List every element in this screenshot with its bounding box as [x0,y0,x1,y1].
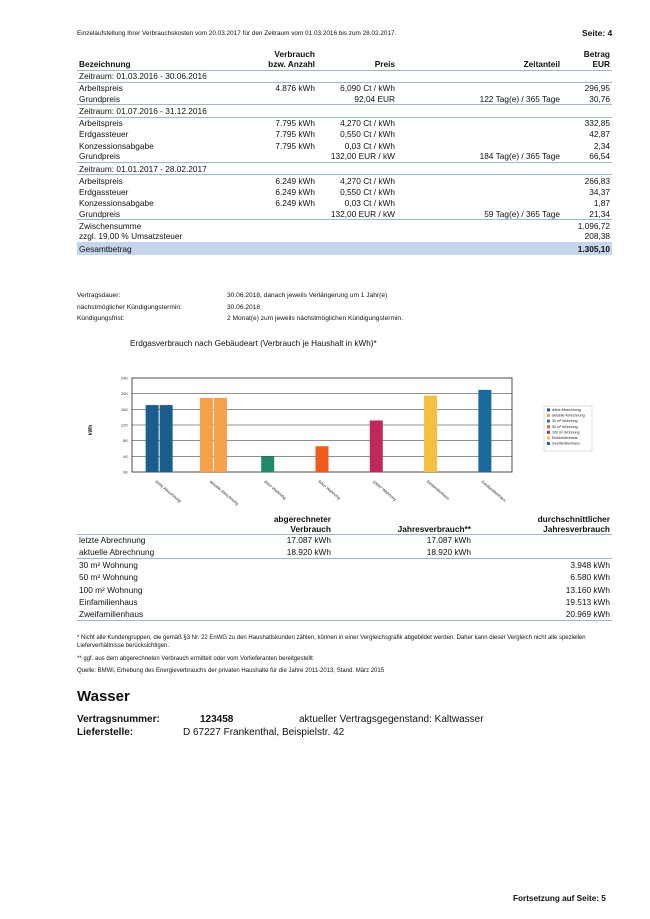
consumption-header [77,506,612,534]
cost-qty: 4.876 kWh [275,83,315,94]
cost-name: Arbeitspreis [79,83,123,94]
consumption-row [77,534,612,546]
cost-qty [247,94,317,105]
cost-row [77,197,612,208]
legend-swatch [547,442,550,445]
cost-price: 6,090 Ct / kWh [340,83,395,94]
y-tick-label: 0K [123,469,128,475]
cost-price: 132,00 EUR / kW [330,208,395,219]
zwischensumme-value: 1.096,72 [562,220,612,231]
consumption-jahres: 18.920 kWh [333,546,473,558]
average-value: 20.969 kWh [473,608,612,620]
cost-row [77,175,612,186]
cost-price: 92,04 EUR [354,94,395,105]
period-row [77,162,612,175]
contract-label: nächstmöglicher Kündigungstermin: [77,303,182,311]
cost-amount: 1,87 [593,197,610,208]
average-row [77,584,612,596]
legend-swatch [547,414,550,417]
cost-name: Arbeitspreis [79,118,123,129]
contract-label: Kündigungsfrist: [77,315,125,322]
contract-value: 2 Monat(e) zum jeweils nächstmöglichen Kündigungstermin. [227,315,403,322]
gesamt-row [77,242,612,255]
consumption-abgerechnet: 17.087 kWh [286,535,331,546]
x-tick-label: letzte Abrechnung [154,478,183,504]
cost-qty [247,151,317,162]
legend-swatch [547,431,550,434]
empty-cell [333,608,473,620]
average-label: Zweifamilienhaus [77,608,227,620]
cost-qty [247,208,317,219]
empty-cell [333,571,473,583]
y-tick-label: 16K [120,406,128,412]
gas-consumption-chart [80,358,620,508]
period-row [77,70,612,83]
cost-time [397,118,562,129]
legend-entry: Einfamilienhaus [552,436,578,440]
bar [146,405,159,472]
cost-time: 59 Tag(e) / 365 Tage [484,208,560,219]
x-tick-label: 50m² Wohnung [317,478,342,501]
bar [214,398,227,472]
cost-table [77,42,612,255]
cost-qty: 7.795 kWh [275,129,315,140]
cost-amount: 34,37 [589,186,610,197]
period-row [77,105,612,118]
cost-row [77,140,612,151]
y-tick-label: 20K [120,391,128,397]
empty-cell [333,596,473,608]
cost-time [397,129,562,140]
consumption-label: aktuelle Abrechnung [77,546,227,558]
section-title-wasser: Wasser [77,688,130,705]
cost-amount: 42,87 [589,129,610,140]
consumption-jahres: 17.087 kWh [426,535,471,546]
vertragsnummer-label: Vertragsnummer: [77,714,160,725]
y-tick-label: 8K [123,438,128,444]
legend-entry: Zweifamilienhaus [552,441,580,446]
legend-entry: 100 m² Wohnung [552,430,580,435]
cost-row [77,129,612,140]
continuation-note: Fortsetzung auf Seite: 5 [513,894,606,903]
x-tick-label: aktuelle Abrechnung [208,478,240,507]
col-durchschnitt: durchschnittlicher Jahresverbrauch [473,506,612,534]
bar [424,396,437,472]
empty-cell [227,584,333,596]
col-verbrauch: Verbrauch bzw. Anzahl [247,42,317,70]
lieferstelle-label: Lieferstelle: [77,727,134,738]
cost-qty: 7.795 kWh [275,118,315,129]
cost-time [397,186,562,197]
cost-time [397,83,562,94]
ust-label: zzgl. 19,00 % Umsatzsteuer [79,231,183,242]
footnote-1: * Nicht alle Kundengruppen, die gemäß §3 Nr. 22 EnWG zu den Haushaltskunden zählen, können in einer Vergleichsgrafik abgebildet werden. Daher kann dieser Vergleich nicht alle speziellen Lieferverhältnisse berücksichtigen. [77,635,586,650]
cost-name: Grundpreis [79,151,121,162]
cost-name: Grundpreis [79,94,121,105]
cost-row [77,186,612,197]
average-value: 6.580 kWh [570,572,610,583]
cost-amount: 296,95 [584,83,610,94]
cost-amount: 2,34 [593,140,610,151]
cost-row [77,208,612,219]
source-note: Quelle: BMWi, Erhebung des Energieverbrauchs der privaten Haushalte für die Jahre 2011-2013, Stand: März 2015 [77,668,385,674]
ust-row [77,231,612,242]
consumption-row [77,546,612,558]
empty-cell [227,559,333,571]
cost-amount: 30,76 [589,94,610,105]
cost-name: Konzessionsabgabe [79,197,154,208]
cost-name: Konzessionsabgabe [79,140,154,151]
average-value: 19.513 kWh [565,597,610,608]
cost-name: Grundpreis [79,208,121,219]
bar [160,405,173,472]
average-row [77,571,612,583]
average-row [77,559,612,571]
x-tick-label: 30m² Wohnung [263,478,288,501]
bar [200,398,213,472]
contract-label: Vertragsdauer: [77,292,121,299]
col-jahresverbrauch: Jahresverbrauch** [333,506,473,534]
average-label: Einfamilienhaus [79,597,138,608]
cost-table-header [77,42,612,70]
cost-qty: 7.795 kWh [275,140,315,151]
cost-qty: 6.249 kWh [275,197,315,208]
cost-amount: 21,34 [589,208,610,219]
contract-value: 30.06.2018 [227,303,261,311]
legend-entry: 50 m² Wohnung [552,424,578,429]
empty-cell [333,584,473,596]
y-tick-label: 24K [120,375,128,381]
page-number: Seite: 4 [582,28,613,38]
empty-cell [333,559,473,571]
chart-title: Erdgasverbrauch nach Gebäudeart (Verbrauch je Haushalt in kWh)* [130,339,377,348]
col-betrag: Betrag EUR [562,42,612,70]
cost-amount: 66,54 [589,151,610,162]
bar [261,457,274,472]
y-tick-label: 4K [123,453,128,459]
average-value: 13.160 kWh [565,584,610,595]
cost-time: 184 Tag(e) / 365 Tage [479,151,560,162]
cost-time [397,175,562,186]
cost-price: 0,03 Ct / kWh [344,197,395,208]
statement-header: Einzelaufstellung Ihrer Verbrauchskosten vom 20.03.2017 für den Zeitraum vom 01.03.2016 bis zum 28.02.2017. [77,30,397,37]
cost-price: 0,550 Ct / kWh [340,129,395,140]
col-zeitanteil: Zeitanteil [397,42,562,70]
y-axis-label: kWh [88,424,94,436]
legend-swatch [547,420,550,423]
lieferstelle-value: D 67227 Frankenthal, Beispielstr. 42 [183,727,345,738]
consumption-abgerechnet: 18.920 kWh [227,546,333,558]
cost-time: 122 Tag(e) / 365 Tage [479,94,560,105]
legend-swatch [547,436,550,439]
cost-name: Arbeitspreis [79,175,123,186]
footnote-2: ** ggf. aus dem abgerechneten Verbrauch ermittelt oder vom Vorlieferanten bereitgestellt [77,656,313,662]
consumption-table [77,506,612,621]
zwischensumme-label: Zwischensumme [77,220,562,231]
cost-amount: 266,83 [584,175,610,186]
cost-price: 4,270 Ct / kWh [340,118,395,129]
period-label: Zeitraum: 01.03.2016 - 30.06.2016 [77,70,612,83]
legend-entry: letzte Abrechnung [552,408,581,412]
zwischensumme-row [77,220,612,231]
cost-price: 4,270 Ct / kWh [340,175,395,186]
y-tick-label: 12K [120,422,128,428]
consumption-label: letzte Abrechnung [79,535,146,546]
cost-row [77,118,612,129]
cost-time [397,140,562,151]
col-preis: Preis [317,42,397,70]
bar [316,446,329,472]
empty-cell [227,571,333,583]
x-tick-label: Einfamilienhaus [425,478,451,501]
consumption-avg [473,546,612,558]
cost-name: Erdgassteuer [79,186,129,197]
cost-row [77,83,612,94]
contract-value: 30.06.2018, danach jeweils Verlängerung um 1 Jahr(e) [227,292,388,299]
gesamt-label: Gesamtbetrag [77,242,562,255]
col-bezeichnung: Bezeichnung [77,42,247,70]
period-label: Zeitraum: 01.01.2017 - 28.02.2017 [77,162,612,175]
legend-entry: aktuelle Abrechnung [552,413,585,418]
cost-qty: 6.249 kWh [275,186,315,197]
cost-price: 132,00 EUR / kW [330,151,395,162]
empty-cell [227,608,333,620]
empty-cell [227,596,333,608]
legend-entry: 30 m² Wohnung [552,419,578,424]
average-label: 100 m² Wohnung [79,584,143,595]
legend-swatch [547,408,550,411]
vertragsgegenstand: aktueller Vertragsgegenstand: Kaltwasser [299,714,484,725]
average-row [77,608,612,620]
cost-name: Erdgassteuer [79,129,129,140]
cost-qty: 6.249 kWh [275,175,315,186]
vertragsnummer-value: 123458 [200,714,234,725]
x-tick-label: Zweifamilienhaus [480,478,508,503]
cost-price: 0,550 Ct / kWh [340,186,395,197]
cost-price: 0,03 Ct / kWh [344,140,395,151]
average-value: 3.948 kWh [570,560,610,571]
ust-value: 208,38 [584,231,610,242]
average-row [77,596,612,608]
gesamt-value: 1.305,10 [562,242,612,255]
average-label: 50 m² Wohnung [79,572,138,583]
legend-swatch [547,425,550,428]
cost-row [77,151,612,162]
cost-amount: 332,85 [584,118,610,129]
cost-row [77,94,612,105]
cost-time [397,197,562,208]
bar [370,420,383,472]
consumption-avg [473,534,612,546]
period-label: Zeitraum: 01.07.2016 - 31.12.2016 [77,105,612,118]
x-tick-label: 100m² Wohnung [371,478,398,502]
average-label: 30 m² Wohnung [79,560,138,571]
col-abgerechnet: abgerechneter Verbrauch [227,506,333,534]
bar [478,390,491,472]
